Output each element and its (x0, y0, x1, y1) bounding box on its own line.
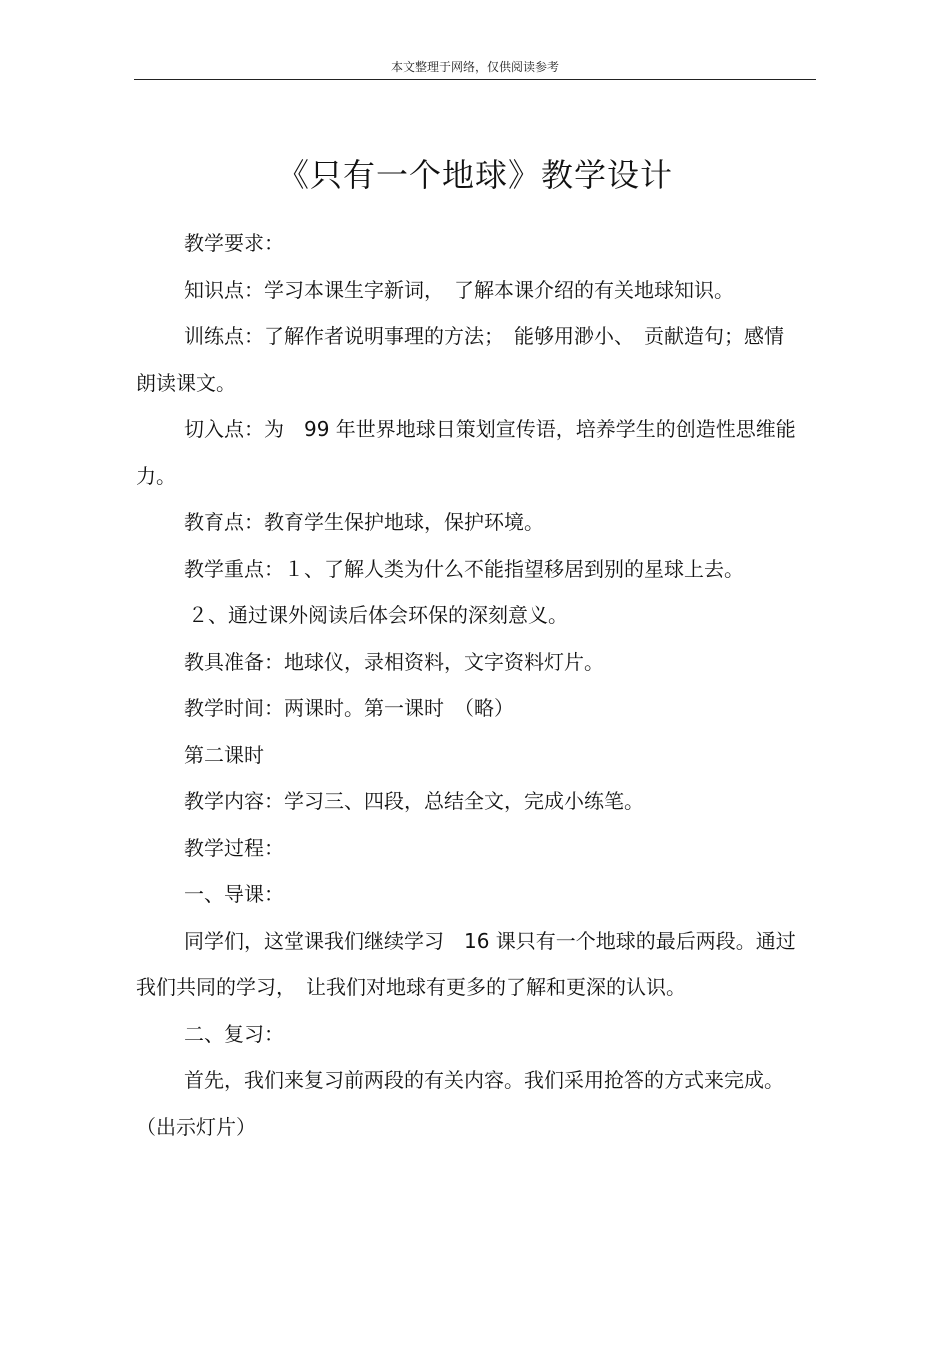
paragraph-section-intro: 一、导课： (184, 882, 284, 906)
paragraph-teaching-requirements: 教学要求： (184, 231, 284, 255)
paragraph-second-lesson: 第二课时 (184, 742, 264, 767)
paragraph-teaching-aids: 教具准备：地球仪，录相资料，文字资料灯片。 (184, 649, 604, 674)
header-rule (134, 79, 816, 80)
paragraph-training-point: 训练点：了解作者说明事理的方法； 能够用渺小、 贡献造句；感情朗读课文。 (136, 324, 784, 395)
document-title: 《只有一个地球》教学设计 (276, 156, 673, 194)
paragraph-education-point: 教育点：教育学生保护地球，保护环境。 (184, 510, 544, 534)
paragraph-section-review: 二、复习： (184, 1021, 284, 1046)
paragraph-teaching-time: 教学时间：两课时。第一课时 （略） (184, 696, 514, 720)
paragraph-teaching-process: 教学过程： (184, 835, 284, 860)
page-header: 本文整理于网络，仅供阅读参考 (390, 60, 559, 74)
document-body (136, 220, 796, 1150)
paragraph-key-point-1: 教学重点：１、了解人类为什么不能指望移居到别的星球上去。 (184, 556, 744, 581)
paragraph-knowledge-point: 知识点：学习本课生字新词， 了解本课介绍的有关地球知识。 (184, 277, 734, 302)
paragraph-intro-text: 同学们，这堂课我们继续学习 16 课只有一个地球的最后两段。通过我们共同的学习， 让我们对地球有更多的了解和更深的认识。 (136, 928, 796, 999)
paragraph-key-point-2: ２、通过课外阅读后体会环保的深刻意义。 (188, 603, 568, 627)
paragraph-review-text: 首先，我们来复习前两段的有关内容。我们采用抢答的方式来完成。（出示灯片） (136, 1068, 784, 1139)
paragraph-entry-point: 切入点：为 99 年世界地球日策划宣传语，培养学生的创造性思维能力。 (136, 417, 796, 488)
paragraph-teaching-content: 教学内容：学习三、四段，总结全文，完成小练笔。 (184, 789, 644, 813)
